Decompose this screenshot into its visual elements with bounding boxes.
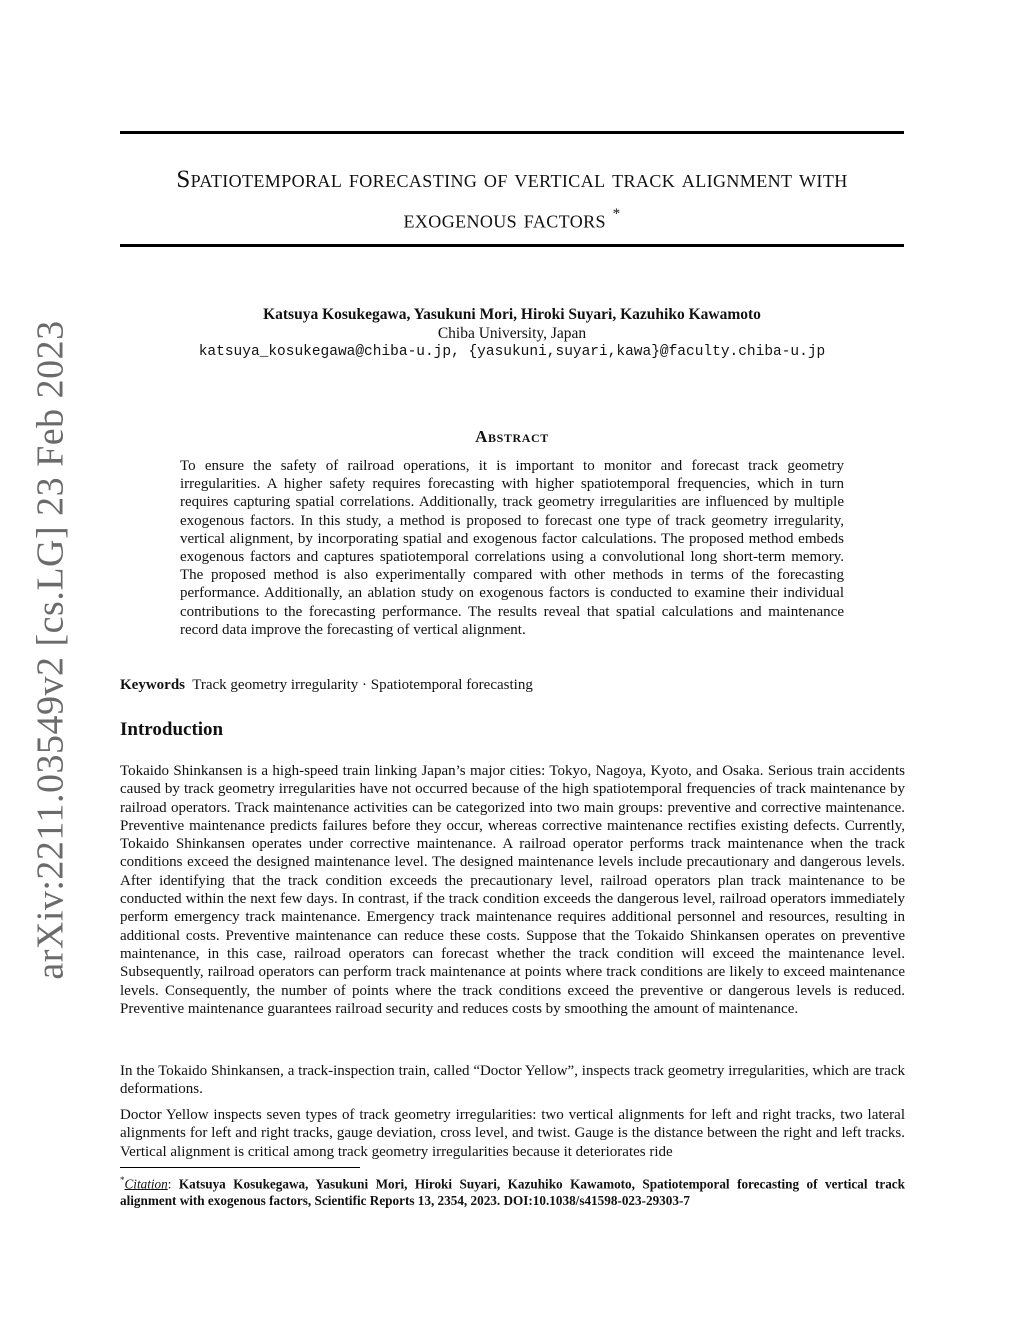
intro-paragraph: Doctor Yellow inspects seven types of track geometry irregularities: two vertical alignments for left and right tracks, two lateral alignments for left and right tracks, gauge deviation, cross level, and twist. Gauge is the distance between the right and left tracks. Vertical alignment is critical among track geometry irregularities because it deteriorates ride [120, 1107, 905, 1160]
keywords-text: Track geometry irregularity · Spatiotemporal forecasting [192, 677, 533, 693]
citation-footnote: *Citation: Katsuya Kosukegawa, Yasukuni Mori, Hiroki Suyari, Kazuhiko Kawamoto, Spatiotemporal forecasting of vertical track alignment with exogenous factors, Scientific Reports 13, 2354, 2023. DOI:10.1038/s41598-023-29303-7 [120, 1175, 905, 1209]
arxiv-identifier: arXiv:2211.03549v2 [cs.LG] 23 Feb 2023 [30, 320, 73, 980]
arxiv-side-stamp [28, 320, 74, 980]
introduction-heading: Introduction [120, 719, 224, 740]
keywords-label: Keywords [120, 677, 185, 693]
abstract-text: To ensure the safety of railroad operations, it is important to monitor and forecast track geometry irregularities. A higher safety requires forecasting with higher spatiotemporal frequencies, which in turn requires capturing spatial correlations. Additionally, track geometry irregularities are influenced by multiple exogenous factors. In this study, a method is proposed to forecast one type of track geometry irregularity, vertical alignment, by incorporating spatial and exogenous factor calculations. The proposed method embeds exogenous factors and captures spatiotemporal correlations using a convolutional long short-term memory. The proposed method is also experimentally compared with other methods in terms of the forecasting performance. Additionally, an ablation study on exogenous factors is conducted to examine their individual contributions to the forecasting performance. The results reveal that spatial calculations and maintenance record data improve the forecasting of vertical alignment. [180, 458, 844, 638]
author-emails: katsuya_kosukegawa@chiba-u.jp, {yasukuni,suyari,kawa}@faculty.chiba-u.jp [198, 344, 826, 360]
footnote-label: Citation [124, 1176, 168, 1192]
footnote-text: Katsuya Kosukegawa, Yasukuni Mori, Hiroki Suyari, Kazuhiko Kawamoto, Spatiotemporal forecasting of vertical track alignment with exogenous factors, Scientific Reports 13, 2354, 2023. DOI:10.1038/s41598-023-29303-7 [120, 1176, 905, 1209]
keywords-line [120, 676, 904, 695]
abstract-heading: Abstract [475, 427, 549, 446]
intro-paragraph: Tokaido Shinkansen is a high-speed train linking Japan’s major cities: Tokyo, Nagoya, Kyoto, and Osaka. Serious train accidents caused by track geometry irregularities have not occurred because of the high spatiotemporal frequencies of track maintenance by railroad operators. Track maintenance activities can be categorized into two main groups: preventive and corrective maintenance. Preventive maintenance predicts failures before they occur, whereas corrective maintenance rectifies existing defects. Currently, Tokaido Shinkansen operates under corrective maintenance. A railroad operator performs track maintenance when the track conditions exceed the designed maintenance level. The designed maintenance levels include precautionary and dangerous levels. After identifying that the track condition exceeds the precautionary level, railroad operators plan track maintenance to be conducted within the next few days. In contrast, if the track condition exceeds the dangerous level, railroad operators immediately perform emergency track maintenance. Emergency track maintenance requires additional personnel and resources, resulting in additional costs. Preventive maintenance can reduce these costs. Suppose that the Tokaido Shinkansen operates on preventive maintenance, in this case, railroad operators can forecast whether the track condition will exceed the maintenance level. Subsequently, railroad operators can perform track maintenance at points where track conditions are likely to exceed maintenance levels. Consequently, the number of points where the track conditions exceed the preventive or dangerous levels is reduced. Preventive maintenance guarantees railroad security and reduces costs by smoothing the amount of maintenance. [120, 763, 905, 1017]
author-affiliation: Chiba University, Japan [437, 325, 587, 342]
paper-title [120, 163, 904, 237]
title-text: Spatiotemporal forecasting of vertical track alignment with exogenous factors [176, 166, 848, 234]
footnote-mark: * [120, 1175, 125, 1185]
title-bottom-rule [120, 244, 904, 247]
title-top-rule [120, 131, 904, 134]
author-block [120, 305, 904, 362]
intro-paragraph: In the Tokaido Shinkansen, a track-inspection train, called “Doctor Yellow”, inspects track geometry irregularities, which are track deformations. [120, 1063, 905, 1098]
title-footnote-mark: * [612, 206, 621, 222]
author-names: Katsuya Kosukegawa, Yasukuni Mori, Hiroki Suyari, Kazuhiko Kawamoto [263, 306, 761, 323]
footnote-rule [120, 1167, 360, 1168]
